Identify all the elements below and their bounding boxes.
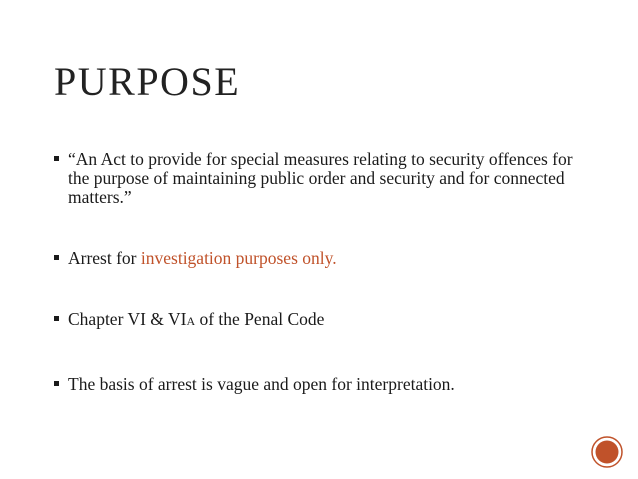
square-bullet-icon: [54, 381, 59, 386]
circle-button-icon[interactable]: [591, 436, 623, 468]
bullet-text: Arrest for: [68, 248, 141, 268]
slide-title: PURPOSE: [54, 59, 241, 104]
bullet-text: Chapter VI & VI: [68, 309, 187, 329]
square-bullet-icon: [54, 316, 59, 321]
bullet-text: “An Act to provide for special measures relating to security offences for the purpose of maintaining public order and security and for connected matters.”: [68, 149, 573, 207]
highlighted-text: investigation purposes only.: [140, 248, 337, 268]
square-bullet-icon: [54, 156, 59, 161]
bullet-item-act-description: [54, 150, 574, 207]
bullet-list: [54, 150, 574, 394]
bullet-item-penal-code: [54, 310, 574, 331]
bullet-text-suffix: of the Penal Code: [195, 309, 325, 329]
bullet-item-arrest-purpose: [54, 249, 574, 268]
square-bullet-icon: [54, 255, 59, 260]
bullet-text: The basis of arrest is vague and open for interpretation.: [68, 374, 455, 394]
small-caps-text: A: [186, 314, 196, 328]
bullet-item-basis-of-arrest: [54, 375, 574, 394]
